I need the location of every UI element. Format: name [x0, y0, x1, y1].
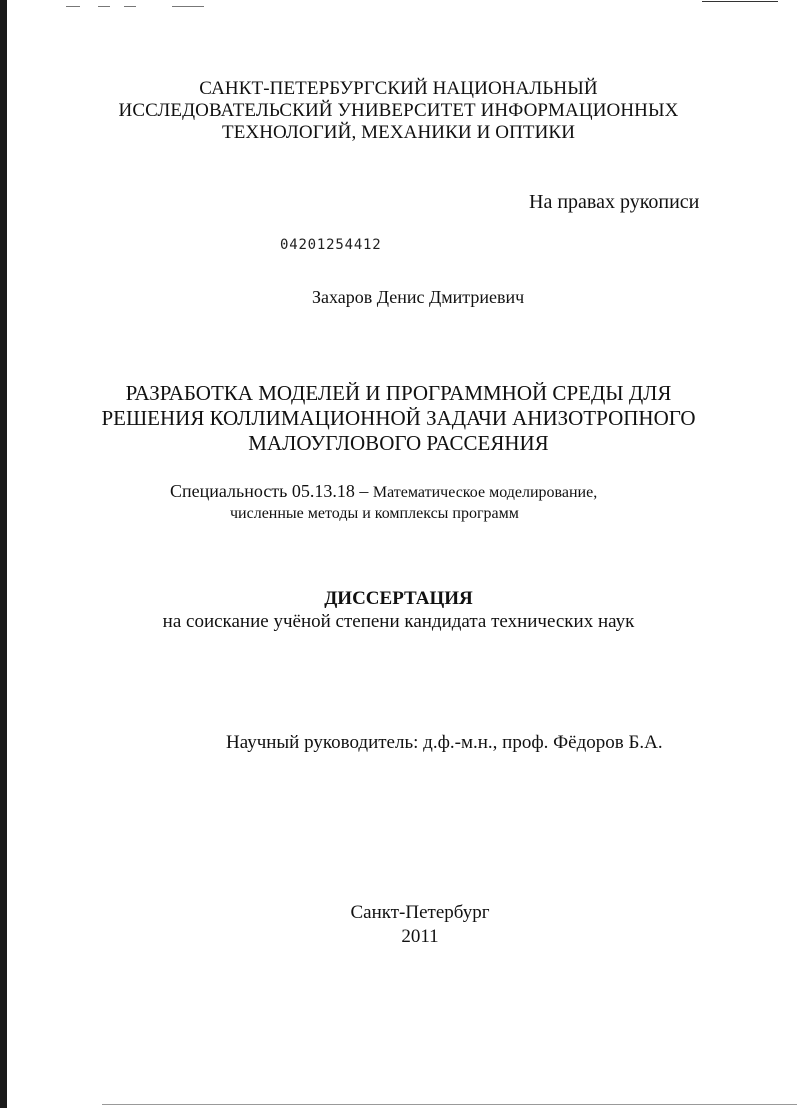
specialty-line-1: [170, 481, 597, 502]
document-type: ДИССЕРТАЦИЯ: [324, 588, 473, 609]
title-line-2: РЕШЕНИЯ КОЛЛИМАЦИОННОЙ ЗАДАЧИ АНИЗОТРОПНОГО: [101, 406, 696, 430]
specialty-name: Математическое моделирование,: [372, 484, 598, 501]
title-line-3: МАЛОУГЛОВОГО РАССЕЯНИЯ: [248, 431, 549, 455]
scan-mark-top: [172, 6, 204, 7]
scan-bottom-edge: [102, 1104, 797, 1105]
scan-mark-top: [98, 6, 110, 7]
title-line-1: РАЗРАБОТКА МОДЕЛЕЙ И ПРОГРАММНОЙ СРЕДЫ ДЛЯ: [125, 381, 672, 405]
manuscript-note: На правах рукописи: [529, 191, 700, 213]
university-line-1: САНКТ-ПЕТЕРБУРГСКИЙ НАЦИОНАЛЬНЫЙ: [199, 78, 598, 99]
city: Санкт-Петербург: [350, 902, 490, 923]
university-line-2: ИССЛЕДОВАТЕЛЬСКИЙ УНИВЕРСИТЕТ ИНФОРМАЦИОННЫХ: [118, 100, 679, 121]
author-name: Захаров Денис Дмитриевич: [312, 287, 525, 307]
university-line-3: ТЕХНОЛОГИЙ, МЕХАНИКИ И ОПТИКИ: [221, 122, 576, 143]
scan-mark-top: [124, 6, 136, 7]
stamp-number: 04201254412: [280, 237, 382, 253]
scan-mark-top-right: [702, 1, 778, 2]
supervisor-line: Научный руководитель: д.ф.-м.н., проф. Фёдоров Б.А.: [226, 732, 663, 753]
specialty-line-2: численные методы и комплексы программ: [230, 505, 519, 522]
scan-mark-top: [66, 6, 80, 7]
specialty-prefix: Специальность 05.13.18 –: [170, 481, 369, 501]
year: 2011: [401, 926, 439, 947]
degree-line: на соискание учёной степени кандидата технических наук: [162, 611, 635, 632]
